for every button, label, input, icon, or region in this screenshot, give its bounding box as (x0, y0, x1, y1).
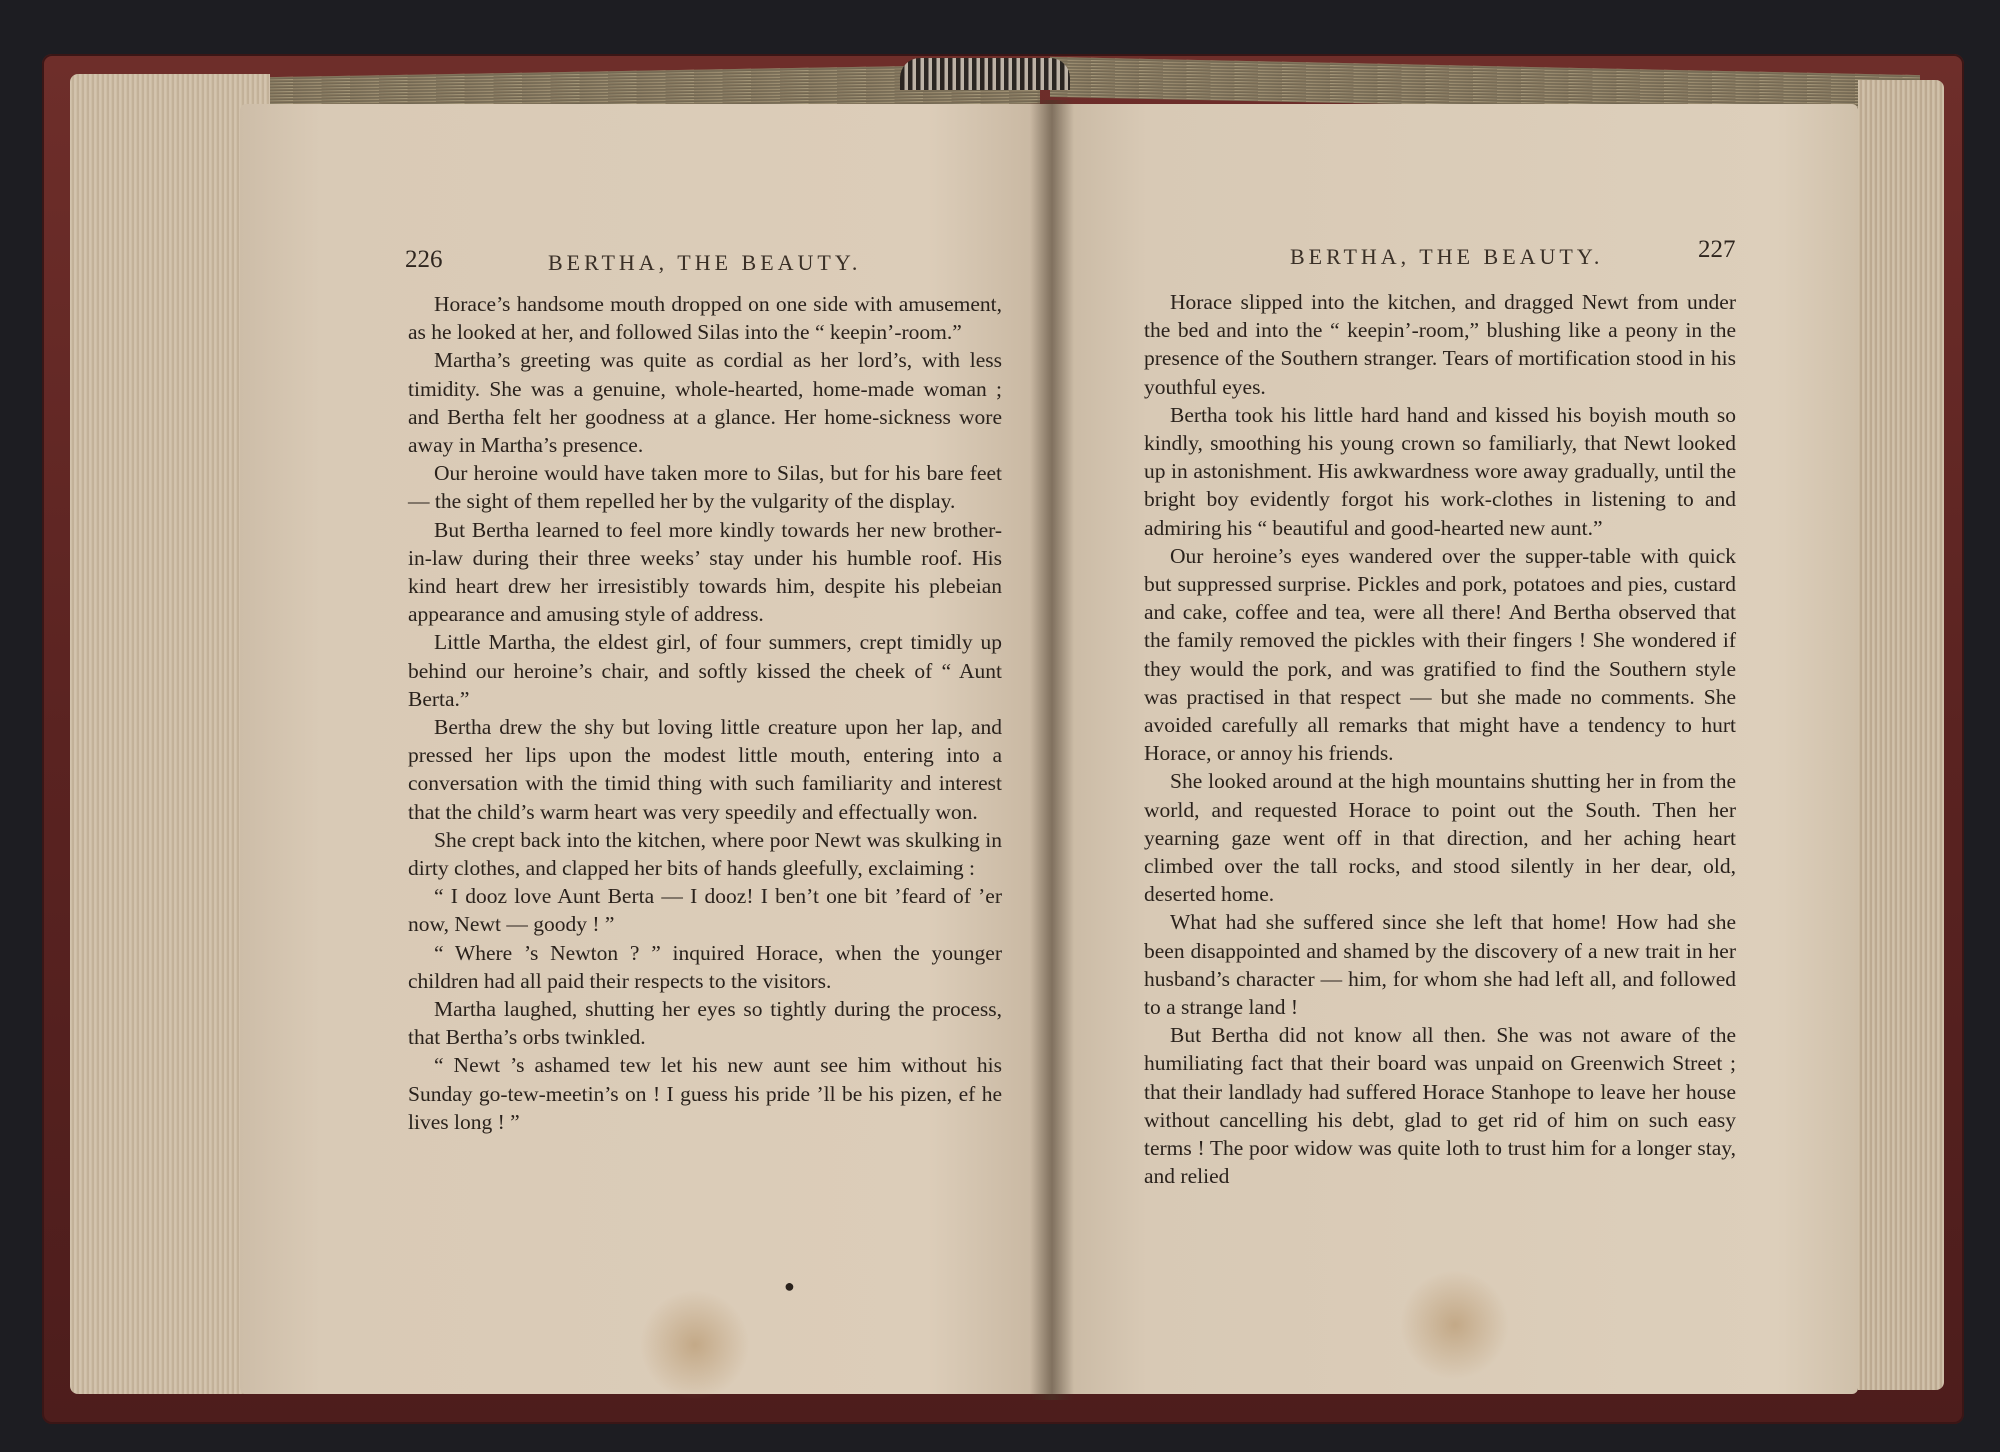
page-number-right: 227 (1698, 236, 1736, 263)
printer-mark: ● (784, 1276, 795, 1296)
paragraph: Bertha drew the shy but loving little creature upon her lap, and pressed her lips upon the modest little mouth, entering into a conversation with the timid thing with such familiarity and interest that the child’s warm heart was very speedily and effectually won. (408, 715, 1002, 824)
paragraph: “ I dooz love Aunt Berta — I dooz! I ben’t one bit ’feard of ’er now, Newt — goody ! ” (408, 884, 1002, 937)
paragraph: But Bertha learned to feel more kindly towards her new brother-in-law during their three weeks’ stay under his humble roof. His kind heart drew her irresistibly towards him, despite his plebeian appearance and amusing style of address. (408, 517, 1002, 627)
paragraph: Little Martha, the eldest girl, of four summers, crept timidly up behind our heroine’s chair, and softly kissed the cheek of “ Aunt Berta.” (408, 630, 1002, 711)
running-head-right: BERTHA, THE BEAUTY. (1290, 244, 1604, 269)
paragraph: Martha’s greeting was quite as cordial as her lord’s, with less timidity. She was a genuine, whole-hearted, home-made woman ; and Bertha felt her goodness at a glance. Her home-sickness wore away in Martha’s presence. (408, 348, 1002, 458)
paragraph: She looked around at the high mountains shutting her in from the world, and requested Horace to point out the South. Then her yearning gaze went off in that direction, and her aching heart climbed over the tall rocks, and stood silently in her dear, old, deserted home. (1144, 769, 1736, 907)
left-page-text (408, 290, 1002, 1136)
stain-right (1400, 1270, 1510, 1380)
page-edges-right (1858, 80, 1944, 1390)
stain-left (640, 1290, 750, 1400)
gutter-shadow (1030, 100, 1074, 1400)
paragraph: Our heroine’s eyes wandered over the supper-table with quick but suppressed surprise. Pickles and pork, potatoes and pies, custard and cake, coffee and tea, were all there! And Bertha observed that the family removed the pickles with their fingers ! She wondered if they would the pork, and was gratified to find the Southern style was practised in that respect — but she made no comments. She avoided carefully all remarks that might have a tendency to hurt Horace, or annoy his friends. (1144, 543, 1736, 766)
spine-binding (900, 58, 1070, 90)
paragraph: Horace slipped into the kitchen, and dragged Newt from under the bed and into the “ keepin’-room,” blushing like a peony in the presence of the Southern stranger. Tears of mortification stood in his youthful eyes. (1144, 290, 1736, 399)
paragraph: She crept back into the kitchen, where poor Newt was skulking in dirty clothes, and clapped her bits of hands gleefully, exclaiming : (408, 827, 1002, 881)
paragraph: “ Newt ’s ashamed tew let his new aunt see him without his Sunday go-tew-meetin’s on ! I guess his pride ’ll be his pizen, ef he lives long ! ” (408, 1053, 1002, 1134)
right-page-text (1144, 288, 1736, 1191)
paragraph: Horace’s handsome mouth dropped on one side with amusement, as he looked at her, and followed Silas into the “ keepin’-room.” (408, 292, 1002, 345)
page-number-left: 226 (405, 246, 443, 273)
paragraph: Our heroine would have taken more to Silas, but for his bare feet — the sight of them repelled her by the vulgarity of the display. (408, 461, 1002, 514)
paragraph: What had she suffered since she left that home! How had she been disappointed and shamed by the discovery of a new trait in her husband’s character — him, for whom she had left all, and followed to a strange land ! (1144, 910, 1736, 1020)
paragraph: “ Where ’s Newton ? ” inquired Horace, when the younger children had all paid their respects to the visitors. (408, 940, 1002, 993)
paragraph: Bertha took his little hard hand and kissed his boyish mouth so kindly, smoothing his young crown so familiarly, that Newt looked up in astonishment. His awkwardness wore away gradually, until the bright boy evidently forgot his work-clothes in listening to and admiring his “ beautiful and good-hearted new aunt.” (1144, 402, 1736, 540)
running-head-left: BERTHA, THE BEAUTY. (548, 250, 862, 275)
paragraph: But Bertha did not know all then. She was not aware of the humiliating fact that their board was unpaid on Greenwich Street ; that their landlady had suffered Horace Stanhope to leave her house without cancelling his debt, glad to get rid of him on such easy terms ! The poor widow was quite loth to trust him for a longer stay, and relied (1144, 1023, 1736, 1189)
paragraph: Martha laughed, shutting her eyes so tightly during the process, that Bertha’s orbs twinkled. (408, 997, 1002, 1050)
